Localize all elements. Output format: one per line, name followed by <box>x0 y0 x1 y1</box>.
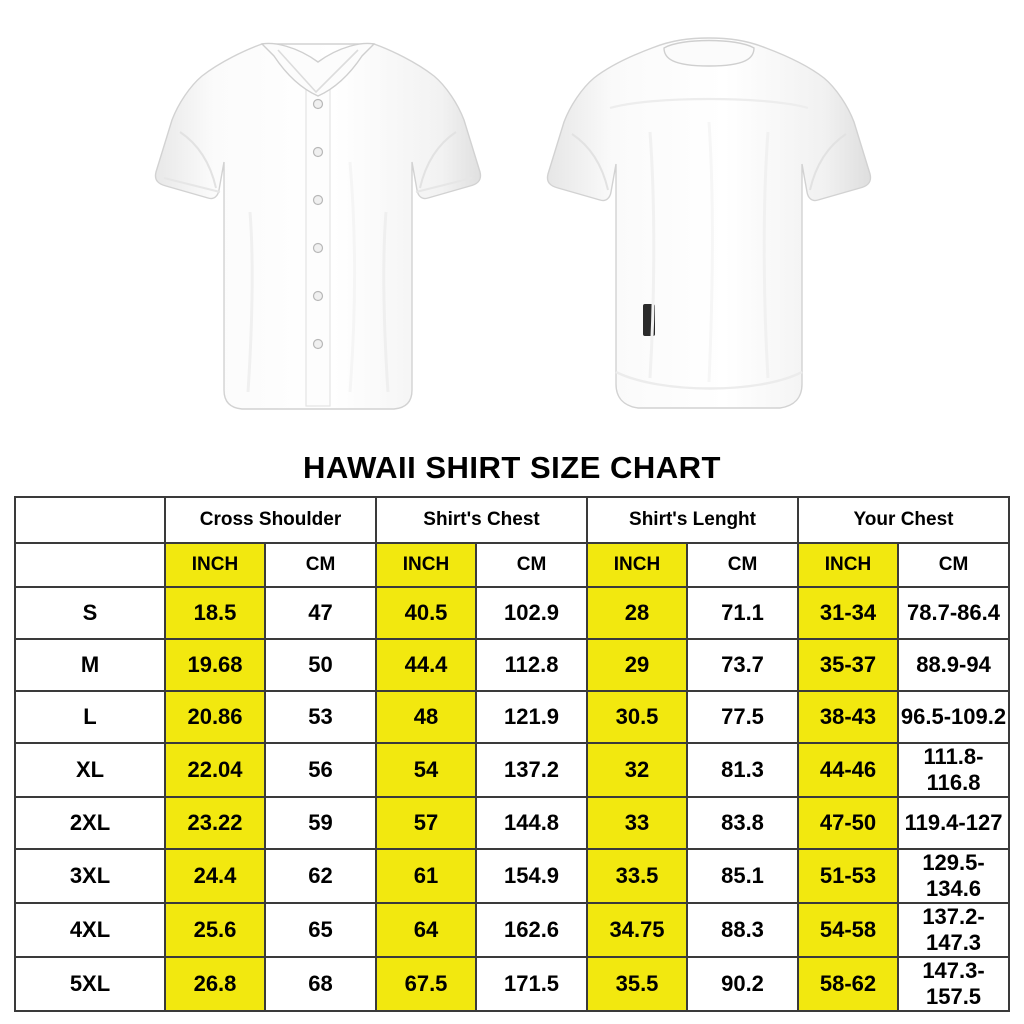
cell-length-cm: 73.7 <box>687 639 798 691</box>
unit-header-length-cm: CM <box>687 543 798 587</box>
unit-header-cross-shoulder-cm: CM <box>265 543 376 587</box>
cell-your-chest-cm: 111.8-116.8 <box>898 743 1009 797</box>
cell-cross-shoulder-inch: 22.04 <box>165 743 265 797</box>
cell-chest-inch: 57 <box>376 797 476 849</box>
cell-length-inch: 29 <box>587 639 687 691</box>
group-header-shirts-chest: Shirt's Chest <box>376 497 587 543</box>
cell-length-inch: 34.75 <box>587 903 687 957</box>
cell-length-inch: 30.5 <box>587 691 687 743</box>
unit-header-blank <box>15 543 165 587</box>
cell-your-chest-inch: 47-50 <box>798 797 898 849</box>
cell-your-chest-inch: 38-43 <box>798 691 898 743</box>
table-row <box>15 797 1009 849</box>
group-header-your-chest: Your Chest <box>798 497 1009 543</box>
cell-length-cm: 90.2 <box>687 957 798 1011</box>
cell-chest-inch: 44.4 <box>376 639 476 691</box>
cell-chest-cm: 154.9 <box>476 849 587 903</box>
cell-chest-inch: 67.5 <box>376 957 476 1011</box>
cell-cross-shoulder-cm: 56 <box>265 743 376 797</box>
row-size: 3XL <box>15 849 165 903</box>
row-size: M <box>15 639 165 691</box>
cell-your-chest-cm: 88.9-94 <box>898 639 1009 691</box>
cell-your-chest-cm: 129.5-134.6 <box>898 849 1009 903</box>
group-header-blank <box>15 497 165 543</box>
cell-cross-shoulder-inch: 18.5 <box>165 587 265 639</box>
cell-chest-cm: 171.5 <box>476 957 587 1011</box>
cell-chest-cm: 137.2 <box>476 743 587 797</box>
cell-chest-cm: 102.9 <box>476 587 587 639</box>
cell-chest-cm: 162.6 <box>476 903 587 957</box>
row-size: XL <box>15 743 165 797</box>
cell-cross-shoulder-inch: 19.68 <box>165 639 265 691</box>
shirt-front-image <box>150 12 490 437</box>
unit-header-cross-shoulder-inch: INCH <box>165 543 265 587</box>
size-table-container <box>0 496 1024 1012</box>
unit-header-chest-cm: CM <box>476 543 587 587</box>
unit-header-chest-inch: INCH <box>376 543 476 587</box>
unit-header-your-chest-inch: INCH <box>798 543 898 587</box>
cell-your-chest-cm: 119.4-127 <box>898 797 1009 849</box>
unit-header-your-chest-cm: CM <box>898 543 1009 587</box>
table-row <box>15 849 1009 903</box>
cell-chest-inch: 61 <box>376 849 476 903</box>
cell-length-inch: 35.5 <box>587 957 687 1011</box>
table-row <box>15 691 1009 743</box>
row-size: L <box>15 691 165 743</box>
table-row <box>15 903 1009 957</box>
cell-length-cm: 88.3 <box>687 903 798 957</box>
cell-cross-shoulder-cm: 68 <box>265 957 376 1011</box>
cell-your-chest-inch: 44-46 <box>798 743 898 797</box>
cell-your-chest-cm: 78.7-86.4 <box>898 587 1009 639</box>
row-size: S <box>15 587 165 639</box>
cell-chest-cm: 112.8 <box>476 639 587 691</box>
cell-length-inch: 33.5 <box>587 849 687 903</box>
cell-cross-shoulder-cm: 62 <box>265 849 376 903</box>
shirt-illustrations <box>0 0 1024 450</box>
cell-chest-cm: 121.9 <box>476 691 587 743</box>
row-size: 5XL <box>15 957 165 1011</box>
cell-length-cm: 85.1 <box>687 849 798 903</box>
cell-length-cm: 83.8 <box>687 797 798 849</box>
cell-cross-shoulder-inch: 25.6 <box>165 903 265 957</box>
cell-cross-shoulder-inch: 24.4 <box>165 849 265 903</box>
table-row <box>15 587 1009 639</box>
row-size: 4XL <box>15 903 165 957</box>
table-row <box>15 743 1009 797</box>
cell-length-inch: 32 <box>587 743 687 797</box>
cell-length-cm: 77.5 <box>687 691 798 743</box>
cell-cross-shoulder-inch: 20.86 <box>165 691 265 743</box>
cell-chest-inch: 48 <box>376 691 476 743</box>
page-title: HAWAII SHIRT SIZE CHART <box>303 450 721 485</box>
group-header-cross-shoulder: Cross Shoulder <box>165 497 376 543</box>
cell-chest-inch: 64 <box>376 903 476 957</box>
cell-chest-inch: 54 <box>376 743 476 797</box>
cell-length-cm: 81.3 <box>687 743 798 797</box>
table-group-header-row <box>15 497 1009 543</box>
cell-length-inch: 33 <box>587 797 687 849</box>
cell-cross-shoulder-inch: 26.8 <box>165 957 265 1011</box>
unit-header-length-inch: INCH <box>587 543 687 587</box>
cell-cross-shoulder-inch: 23.22 <box>165 797 265 849</box>
cell-cross-shoulder-cm: 53 <box>265 691 376 743</box>
group-header-shirts-lenght: Shirt's Lenght <box>587 497 798 543</box>
size-chart-table <box>14 496 1010 1012</box>
cell-your-chest-cm: 147.3-157.5 <box>898 957 1009 1011</box>
cell-your-chest-inch: 35-37 <box>798 639 898 691</box>
table-row <box>15 957 1009 1011</box>
cell-cross-shoulder-cm: 59 <box>265 797 376 849</box>
row-size: 2XL <box>15 797 165 849</box>
cell-chest-cm: 144.8 <box>476 797 587 849</box>
cell-length-inch: 28 <box>587 587 687 639</box>
cell-your-chest-cm: 96.5-109.2 <box>898 691 1009 743</box>
cell-your-chest-cm: 137.2-147.3 <box>898 903 1009 957</box>
cell-length-cm: 71.1 <box>687 587 798 639</box>
cell-cross-shoulder-cm: 50 <box>265 639 376 691</box>
shirt-back-image <box>540 12 880 437</box>
cell-your-chest-inch: 58-62 <box>798 957 898 1011</box>
table-row <box>15 639 1009 691</box>
cell-cross-shoulder-cm: 65 <box>265 903 376 957</box>
cell-your-chest-inch: 54-58 <box>798 903 898 957</box>
cell-your-chest-inch: 51-53 <box>798 849 898 903</box>
cell-your-chest-inch: 31-34 <box>798 587 898 639</box>
cell-cross-shoulder-cm: 47 <box>265 587 376 639</box>
table-unit-header-row <box>15 543 1009 587</box>
cell-chest-inch: 40.5 <box>376 587 476 639</box>
